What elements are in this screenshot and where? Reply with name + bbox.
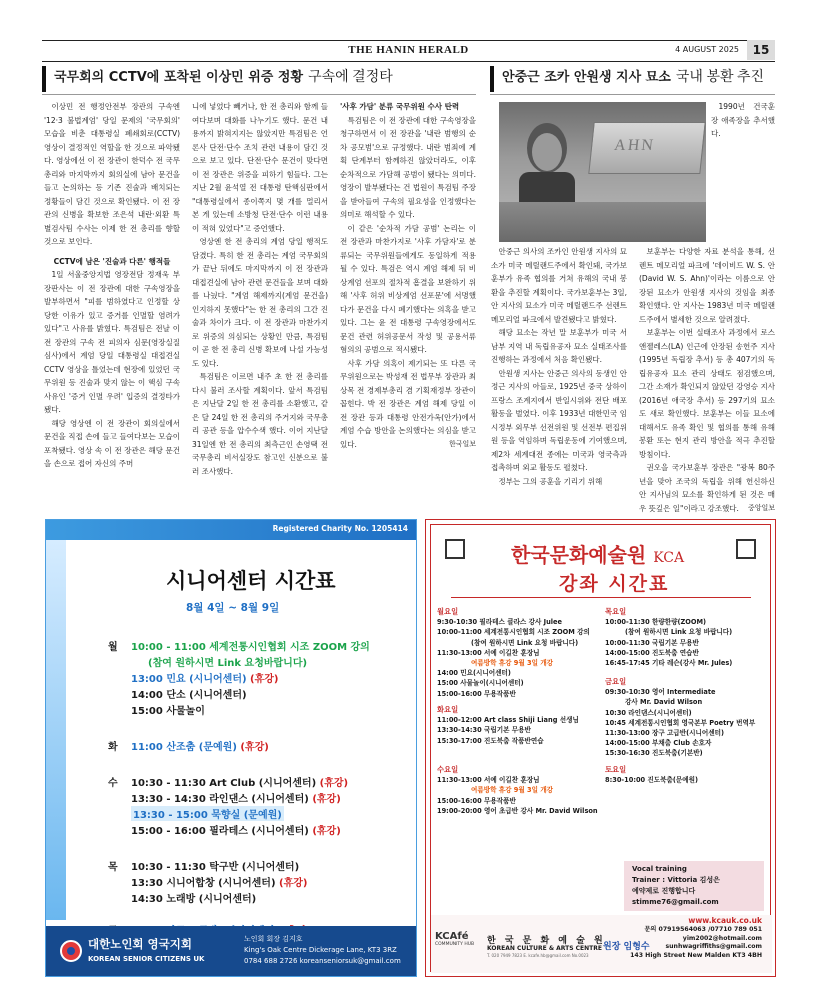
masthead-rule-bottom: [42, 61, 775, 62]
day-mon: 월: [108, 642, 118, 653]
kca-day-head: 목요일: [605, 607, 627, 616]
vocal-line: 예약제로 진행합니다: [632, 887, 696, 895]
paper-name: THE HANIN HERALD: [348, 44, 469, 56]
article1-paragraph: 해당 영상엔 이 전 장관이 회의실에서 문건을 직접 손에 들고 들여다보는 모습이 포착됐다. 영상 속 이 전 장관은 해당 문건을 손으로 접어 자신의 주머: [44, 418, 180, 468]
kca-wednesday: [437, 765, 598, 816]
article2-paragraph: 정부는 그의 공훈을 기리기 위해: [498, 476, 603, 486]
kca-ad: [425, 519, 776, 977]
grass: [499, 202, 706, 242]
kca-line: (참여 원하시면 Link 요청 바랍니다): [471, 638, 579, 647]
gravestone-photo: [499, 102, 706, 242]
ornament-icon: [736, 539, 756, 559]
kca-line: 11:30-13:00 서예 이길찬 훈장님: [437, 776, 540, 785]
kca-rule: [451, 597, 751, 598]
kca-address: 143 High Street New Malden KT3 4BH: [630, 952, 762, 960]
kca-line: 강사 Mr. David Wilson: [625, 698, 703, 707]
address: King's Oak Centre Dickerage Lane, KT3 3RZ: [244, 946, 397, 954]
schedule-line: 15:00 사물놀이: [131, 706, 205, 717]
schedule-line: 10:30 - 11:30 Art Club (시니어센터) (휴강): [131, 778, 349, 789]
cancelled-tag: (휴강): [279, 878, 308, 889]
decorative-wave: [46, 540, 66, 920]
article2-headline-rule: [490, 94, 775, 95]
gravestone-text: AHN: [613, 137, 656, 154]
day-thu: 목: [108, 862, 118, 873]
article2-credit: 중앙일보: [747, 503, 775, 512]
schedule-line: [131, 670, 279, 685]
kca-line: 10:00-11:30 한량한량(ZOOM): [605, 618, 707, 627]
article2-last-paragraph: 권오을 국가보훈부 장관은 "광복 80주년을 맞아 조국의 독립을 위해 헌신하신 안 지사님의 묘소를 확인하게 된 것은 매우 뜻깊은 일"이라고 강조했다.: [639, 463, 775, 513]
kcafe-name: KCAfé: [435, 931, 469, 942]
vocal-line: Vocal training: [632, 865, 687, 873]
article1-paragraph: 특검팀은 이르면 내주 초 한 전 총리를 다시 불러 조사할 계획이다. 앞서 특검팀은 지난달 2일 한 전 총리를 소환했고, 같은 달 24일 한 전 총리의 주거지와 국무총리 공관 등을 압수수색 했다. 이어 지난달 31일엔 한 전 총리의 최측근인 손영택 전 국무총리 비서실장도 참고인 신분으로 불러 조사했다.: [192, 372, 328, 476]
kca-monday: [437, 607, 590, 699]
day-tue: 화: [108, 742, 118, 753]
contact: 0784 688 2726 koreanseniorsuk@gmail.com: [244, 957, 401, 965]
senior-center-ad: [45, 519, 417, 977]
kca-line: 13:30-14:30 국립기본 무용반: [437, 726, 531, 735]
kca-line: 14:00-15:00 부채춤 Club 손호자: [605, 739, 712, 748]
cancelled-tag: (휴강): [312, 794, 341, 805]
kca-day-head: 수요일: [437, 765, 459, 774]
article2-col2-top: [711, 100, 775, 245]
article1-paragraph: 특검팀은 이 전 장관에 대한 구속영장을 청구하면서 이 전 장관을 '내란 범행의 순차 공모범'으로 규정했다. 내란 범죄에 계획 단계부터 함께하진 않았더라도, 이후 순차적으로 가담해 공범이 됐다는 의미다. 영장이 발부됐다는 건 법원이 특검팀 주장을 받아들여 구속의 필요성을 인정했다는 의미로 해석할 수 있다.: [340, 115, 476, 219]
kca-day-head: 화요일: [437, 705, 459, 714]
kca-director: 원장 임형수: [603, 942, 650, 952]
kcafe-logo: [435, 931, 481, 955]
vocal-line: Trainer : Vittoria 김성은: [632, 876, 720, 884]
kca-line: 11:00-12:00 Art class Shiji Liang 선생님: [437, 716, 579, 725]
association-name: 대한노인회 영국지회: [88, 937, 192, 951]
schedule-line: 13:30 - 15:00 묵향실 (문예원): [131, 806, 284, 821]
kca-tuesday: [437, 705, 579, 746]
kca-line: (참여 원하시면 Link 요청 바랍니다): [625, 628, 733, 637]
schedule-line: 14:30 노래방 (시니어센터): [131, 894, 257, 905]
kca-saturday: [605, 765, 698, 785]
kca-day-head: 월요일: [437, 607, 459, 616]
kca-line: 여름방학 휴강 9월 3일 개강: [471, 659, 554, 668]
kca-contact: [630, 917, 762, 961]
kca-thursday: [605, 607, 732, 668]
association-seal-icon: [60, 940, 82, 962]
article1-subhead: CCTV에 남은 '진술과 다른' 행적들: [53, 256, 171, 266]
kca-line: 16:45-17:45 기타 레슨(강사 Mr. Jules): [605, 659, 733, 668]
kca-footer: [431, 915, 772, 973]
kca-line: 여름방학 휴강 9월 3일 개강: [471, 786, 554, 795]
cancelled-tag: (휴강): [312, 826, 341, 837]
gravestone: [588, 122, 705, 174]
kca-friday: [605, 677, 755, 759]
article2-paragraph: 보훈부는 이번 실태조사 과정에서 로스앤젤레스(LA) 인근에 안장된 송헌주 지사(1995년 독립장 추서) 등 총 407기의 독립유공자 묘소 관리 상태도 점검했으며, 그간 소재가 확인되지 않았던 강영승 지사(2016년 애국장 추서) 등 297기의 묘소도 새로 확인했다. 보훈부는 이들 묘소에 대해서도 유족 확인 및 협의를 통해 유해 봉환 또는 현지 관리 방안을 적극 추진할 방침이다.: [639, 328, 775, 459]
kca-line: 15:00-16:00 무용작품반: [437, 796, 516, 805]
kca-day-head: 토요일: [605, 765, 627, 774]
kca-org-ko: 한 국 문 화 예 술 원: [487, 936, 606, 946]
article1-paragraph: 영상엔 한 전 총리의 계엄 당일 행적도 담겼다. 특히 한 전 총리는 계엄 국무회의가 끝난 뒤에도 마지막까지 이 전 장관과 대접견실에 남아 관련 문건들을 보며 대화를 나눴다. "계엄 해제까지(계엄 문건을) 인지하지 못했다"는 한 전 총리의 그간 진술과 차이가 크다. 이 전 장관과 마찬가지로 위증의 의심되는 상황인 만큼, 특검팀이 곧 한 전 총리 신병 확보에 나설 가능성도 있다.: [192, 237, 328, 368]
senior-schedule-title: 시니어센터 시간표: [166, 569, 336, 593]
schedule-line: 11:00 산조춤 (문예원) (휴강): [131, 742, 269, 753]
kca-line: 19:00-20:00 영어 초급반 강사 Mr. David Wilson: [437, 806, 598, 815]
cancelled-tag: (휴강): [240, 742, 269, 753]
kca-line: 15:00 사물놀이(시니어센터): [437, 679, 524, 688]
article1-paragraph: [340, 357, 476, 452]
masthead: [42, 40, 775, 62]
schedule-line: 13:30 시니어합창 (시니어센터) (휴강): [131, 878, 308, 889]
page-number: 15: [747, 40, 775, 60]
schedule-line: 15:00 - 16:00 필라테스 (시니어센터) (휴강): [131, 826, 341, 837]
kca-line: 14:00 민요(시니어센터): [437, 669, 511, 678]
kca-line: 15:30-16:30 진도북춤(기본반): [605, 749, 703, 758]
article2-paragraph: [639, 461, 775, 515]
kca-website: www.kcauk.co.uk: [688, 916, 762, 925]
article2-paragraph: 해당 묘소는 작년 말 보훈부가 미국 서남부 지역 내 독립유공자 묘소 실태조사를 진행하는 과정에서 처음 확인됐다.: [491, 328, 627, 364]
article2-headline-bold: 안중근 조카 안원생 지사 묘소: [502, 70, 671, 85]
article1-paragraph: 이상민 전 행정안전부 장관의 구속엔 '12·3 불법계엄' 당일 문제의 '국무회의' 모습을 비춘 대통령실 폐쇄회로(CCTV) 영상이 결정적인 역할을 한 것으로 파악됐다. 영상에선 이 전 장관이 한덕수 전 국무총리와 마지막까지 회의실에 남아 문건을 들고 논의하는 등 기존 진술과 배치되는 정황들이 담긴 것으로 확인됐다. 이 전 장관의 신병을 확보한 조은석 내란·외환 특별검사팀 수사는 이제 한 전 총리를 향할 것으로 보인다.: [44, 102, 180, 246]
schedule-line-text: 13:00 민요 (시니어센터) (휴강): [131, 674, 279, 685]
ornament-icon: [445, 539, 465, 559]
kca-line: 11:30-13:00 서예 이길찬 훈장님: [437, 648, 540, 657]
article2-headline: [490, 66, 764, 92]
kca-line: 9:30-10:30 필라테스 클라스 강사 Julee: [437, 618, 562, 627]
kca-line: 11:30-13:00 장구 고급반(시니어센터): [605, 729, 725, 738]
president: 노인회 회장 김지호: [244, 935, 303, 943]
vocal-training-box: [624, 861, 764, 911]
kca-title-ko: 한국문화예술원: [511, 543, 647, 567]
senior-schedule-dates: 8월 4일 ~ 8월 9일: [186, 602, 280, 614]
senior-ad-footer: [46, 926, 416, 976]
article1-headline-bold: 국무회의 CCTV에 포착된 이상민 위증 정황: [54, 70, 304, 85]
kca-email2: sunhwagriffiths@gmail.com: [665, 943, 762, 951]
article1-credit: 한국일보: [448, 439, 476, 448]
vocal-line: stimme76@gmail.com: [632, 898, 719, 906]
kca-day-head: 금요일: [605, 677, 627, 686]
article1-subhead: '사후 가담' 분류 국무위원 수사 탄력: [340, 102, 460, 111]
kca-line: 8:30-10:00 진도북춤(문예원): [605, 776, 699, 785]
association-info: [244, 934, 401, 967]
cancelled-tag: (휴강): [250, 674, 279, 685]
article2-col2: [639, 245, 775, 513]
schedule-line: 10:30 - 11:30 탁구반 (시니어센터): [131, 862, 300, 873]
kca-title: [511, 539, 684, 568]
cancelled-tag: (휴강): [319, 778, 349, 789]
schedule-line: 14:00 단소 (시니어센터): [131, 690, 247, 701]
article1-paragraph: 1일 서울중앙지법 영장전담 정재욱 부장판사는 이 전 장관에 대한 구속영장을 발부하면서 "피를 범하였다고 인정할 상당한 이유가 있고 증거를 인멸할 염려가 있다"고 사유를 밝혔다. 특검팀은 전날 이 전 장관의 구속 전 피의자 심문(영장실질심사)에서 계엄 당일 대통령실 대접견실 CCTV 영상을 틀었는데 현장에 있었던 국무위원 등 진술과 맞지 않는 이 핵심 구속사유인 '증거 인멸 우려' 입증의 결정타가 됐다.: [44, 270, 180, 414]
article1-headline-rest: 구속에 결정타: [308, 70, 393, 85]
charity-bar: [46, 520, 416, 540]
kcafe-sub: COMMUNITY HUB: [435, 942, 475, 947]
kca-line: 09:30-10:30 영어 Intermediate: [605, 688, 716, 697]
schedule-line: 10:00 - 11:00 세계전통시인협회 시조 ZOOM 강의: [131, 642, 370, 653]
article1-col3: [340, 100, 476, 505]
day-wed: 수: [108, 778, 118, 789]
kca-line: 10:30 라인댄스(시니어센터): [605, 708, 692, 717]
article2-col1: [491, 245, 627, 507]
kca-phone: 문의 07919564063 /07710 789 051: [644, 925, 762, 933]
article2-paragraph: 보훈부는 다양한 자료 분석을 통해, 선렌트 메모리얼 파크에 '데이비드 W. S. 안(David W. S. Ahn)'이라는 이름으로 안장된 묘소가 안원생 지사의 것임을 최종 확인했다. 안 지사는 1983년 미국 메릴랜드주에서 별세한 것으로 알려졌다.: [639, 247, 775, 324]
kca-line: 14:00-15:00 진도북춤 연습반: [605, 648, 699, 657]
kca-line: 15:30-17:00 진도북춤 작품반연습: [437, 736, 544, 745]
article1-headline-rule: [42, 94, 476, 95]
charity-number: Registered Charity No. 1205414: [272, 524, 408, 533]
association-name-en: KOREAN SENIOR CITIZENS UK: [88, 955, 205, 963]
article1-paragraph: 니에 넣었다 빼거나, 한 전 총리와 함께 들여다보며 대화를 나누기도 했다. 문건 내용까지 밝혀지지는 않았지만 특검팀은 언론사 단전·단수 조치 관련 내용이 담긴 것으로 보고 있다. 단전·단수 문건이 맞다면 이 전 장관은 위증을 피하기 힘들다. 그는 지난 2월 윤석열 전 대통령 탄핵심판에서 "대통령실에서 종이쪽지 몇 개를 멀리서 본 게 있는데 소방청 단전·단수 이런 내용이 적혀 있었다"고 증언했다.: [192, 102, 328, 233]
schedule-line: (참여 원하시면 Link 요청바랍니다): [148, 658, 308, 669]
kca-line: 10:45 세계전통시인협회 영국본부 Poetry 번역부: [605, 718, 756, 727]
article2-paragraph: 안원생 지사는 안중근 의사의 동생인 안정근 지사의 아들로, 1925년 중국 상하이 프랑스 조계지에서 반일시위와 전단 배포 활동을 벌였다. 이후 1933년 대한민국 임시정부 외무부 선전위원 및 선전부 편집위원 등을 역임하며 독립운동에 기여했으며, 제2차 세계대전 종에는 미국과 영국측과 접촉하며 외교 활동도 펼쳤다.: [491, 368, 627, 472]
article1-col2: [192, 100, 328, 505]
kca-subtitle: 강좌 시간표: [559, 573, 670, 595]
kca-line: 10:00-11:00 세계전통시인협회 시조 ZOOM 강의: [437, 628, 590, 637]
kca-license: T. 020 7949 7823 E. kcafe.hb@gmail.com No.0023: [487, 953, 589, 958]
issue-date: 4 AUGUST 2025: [675, 45, 739, 54]
kca-title-en: KCA: [653, 550, 685, 566]
article1-paragraph: 이 같은 '순차적 가담 공범' 논리는 이 전 장관과 마찬가지로 '사후 가담자'로 분류되는 국무위원들에게도 동일하게 적용될 수 있다. 특검은 역시 계엄 해제 뒤 비상계엄 선포의 절차적 흠결을 보완하기 위해 '사후 허위 비상계엄 선포문'에 서명했다가 문건을 다시 폐기했다는 의혹을 받고 있다. 그는 윤 전 대통령 구속영장에서도 문건 관련 허위공문서 작성 및 공용서류 혐의의 공범으로 적시됐다.: [340, 223, 476, 354]
kca-org-en: KOREAN CULTURE & ARTS CENTRE: [487, 945, 602, 952]
kca-line: 10:00-11:30 국립기본 무용반: [605, 638, 699, 647]
kca-email1: yim2002@hotmail.com: [682, 934, 762, 942]
article2-headline-rest: 국내 봉환 추진: [675, 70, 765, 85]
kca-line: 15:00-16:00 무용작품반: [437, 689, 516, 698]
article2-paragraph: 1990년 건국훈장 애족장을 추서했다.: [711, 102, 775, 138]
kca-frame: [430, 524, 771, 972]
article1-last-paragraph: 사후 가담 의혹이 제기되는 또 다른 국무위원으로는 박성재 전 법무부 장관과 최상목 전 경제부총리 겸 기획재정부 장관이 꼽힌다. 박 전 장관은 계엄 해제 당일 이 전 장관 등과 대통령 안전가옥(안가)에서 계엄 수습 방안을 논의했다는 의심을 받고 있다.: [340, 358, 476, 449]
article1-col1: [44, 100, 180, 505]
schedule-line: 13:30 - 14:30 라인댄스 (시니어센터) (휴강): [131, 794, 341, 805]
article1-headline: [42, 66, 393, 92]
article2-paragraph: 안중근 의사의 조카인 안원생 지사의 묘소가 미국 메릴랜드주에서 확인돼, 국가보훈부가 유족 협의를 거쳐 유해의 국내 봉환을 추진할 계획이다. 국가보훈부는 3일, 안 지사의 묘소가 미국 메릴랜드주 선렌트 메모리얼 파크에서 발견됐다고 밝혔다.: [491, 247, 627, 324]
